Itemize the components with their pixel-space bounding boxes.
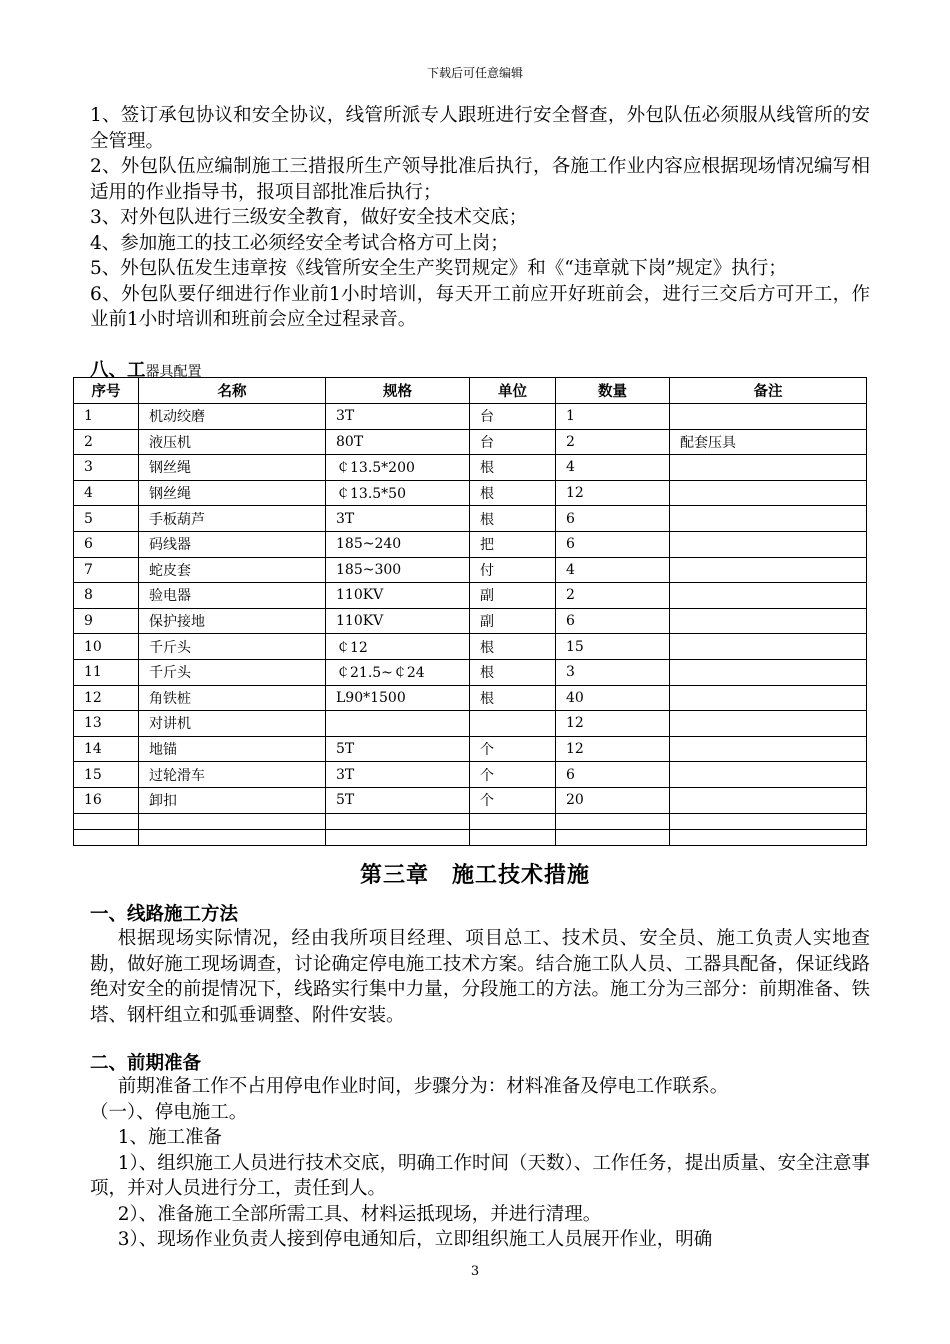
table-header-row <box>74 378 867 404</box>
table-cell: 根 <box>470 634 556 660</box>
table-row <box>74 531 867 557</box>
table-cell <box>670 685 867 711</box>
table-cell <box>670 608 867 634</box>
paragraph: 1）、组织施工人员进行技术交底，明确工作时间（天数）、工作任务，提出质量、安全注意事项，并对人员进行分工，责任到人。 <box>90 1152 870 1199</box>
table-cell <box>139 813 326 829</box>
tools-table <box>73 377 867 846</box>
section-2-title: 二、前期准备 <box>90 1053 202 1074</box>
header-cell: 序号 <box>74 378 139 404</box>
table-cell <box>670 404 867 430</box>
table-cell: 3 <box>74 455 139 481</box>
table-cell: 110KV <box>326 608 470 634</box>
table-cell: 12 <box>556 736 670 762</box>
section-2-body: 前期准备工作不占用停电作业时间，步骤分为：材料准备及停电工作联系。 <box>117 1076 729 1097</box>
table-cell <box>670 813 867 829</box>
table-cell <box>670 634 867 660</box>
table-cell: 蛇皮套 <box>139 557 326 583</box>
table-cell <box>470 829 556 845</box>
table-cell: 5 <box>74 506 139 532</box>
table-cell: 16 <box>74 787 139 813</box>
table-row <box>74 711 867 737</box>
table-row <box>74 634 867 660</box>
table-cell: 15 <box>556 634 670 660</box>
table-row <box>74 762 867 788</box>
table-cell: 千斤头 <box>139 634 326 660</box>
table-row <box>74 583 867 609</box>
table-cell: 3T <box>326 506 470 532</box>
table-cell: 验电器 <box>139 583 326 609</box>
table-cell: 过轮滑车 <box>139 762 326 788</box>
section-8-title: 八、工 <box>90 360 146 381</box>
table-cell: 根 <box>470 685 556 711</box>
table-cell <box>139 829 326 845</box>
intro-item: 2、外包队伍应编制施工三措报所生产领导批准后执行，各施工作业内容应根据现场情况编写相适用的作业指导书，报项目部批准后执行； <box>90 156 870 203</box>
table-cell <box>556 829 670 845</box>
table-cell: 20 <box>556 787 670 813</box>
table-cell: 4 <box>74 480 139 506</box>
table-row-blank <box>74 813 867 829</box>
header-cell: 单位 <box>470 378 556 404</box>
table-cell: ￠13.5*200 <box>326 455 470 481</box>
chapter-title: 第三章 施工技术措施 <box>359 862 590 888</box>
intro-item: 1、签订承包协议和安全协议，线管所派专人跟班进行安全督查，外包队伍必须服从线管所的安全管理。 <box>90 105 870 152</box>
table-cell: 卸扣 <box>139 787 326 813</box>
table-cell: 7 <box>74 557 139 583</box>
table-cell: 12 <box>556 711 670 737</box>
table-cell: 6 <box>556 762 670 788</box>
table-cell <box>470 711 556 737</box>
table-cell <box>326 829 470 845</box>
table-cell <box>670 531 867 557</box>
table-cell: 80T <box>326 429 470 455</box>
table-cell: 3T <box>326 404 470 430</box>
table-cell: 12 <box>556 480 670 506</box>
header-cell: 名称 <box>139 378 326 404</box>
table-cell: 千斤头 <box>139 659 326 685</box>
table-cell: 钢丝绳 <box>139 455 326 481</box>
table-cell: 副 <box>470 583 556 609</box>
page-header: 下载后可任意编辑 <box>426 66 523 80</box>
table-row <box>74 685 867 711</box>
table-cell: 角铁桩 <box>139 685 326 711</box>
table-cell: 个 <box>470 762 556 788</box>
intro-item: 4、参加施工的技工必须经安全考试合格方可上岗； <box>90 232 509 254</box>
table-cell: 1 <box>74 404 139 430</box>
table-cell: L90*1500 <box>326 685 470 711</box>
table-cell: 6 <box>556 531 670 557</box>
header-cell: 数量 <box>556 378 670 404</box>
table-cell: 40 <box>556 685 670 711</box>
table-cell: 185~300 <box>326 557 470 583</box>
table-cell: 5T <box>326 787 470 813</box>
table-row <box>74 429 867 455</box>
table-cell <box>556 813 670 829</box>
table-cell: 12 <box>74 685 139 711</box>
table-cell: 2 <box>556 429 670 455</box>
table-cell: 2 <box>556 583 670 609</box>
table-cell: 地锚 <box>139 736 326 762</box>
table-cell: 4 <box>556 455 670 481</box>
table-row <box>74 736 867 762</box>
section-8-subtitle: 器具配置 <box>145 364 202 380</box>
table-cell: 1 <box>556 404 670 430</box>
page-number: 3 <box>470 1264 480 1279</box>
table-cell: 4 <box>556 557 670 583</box>
table-cell: 9 <box>74 608 139 634</box>
table-cell: 个 <box>470 736 556 762</box>
table-cell <box>74 813 139 829</box>
table-cell: 110KV <box>326 583 470 609</box>
table-cell: 14 <box>74 736 139 762</box>
table-row <box>74 480 867 506</box>
table-cell: 台 <box>470 404 556 430</box>
section-1-title: 一、线路施工方法 <box>90 904 239 925</box>
table-cell: 3 <box>556 659 670 685</box>
intro-list <box>90 103 870 333</box>
intro-item: 5、外包队伍发生违章按《线管所安全生产奖罚规定》和《“违章就下岗”规定》执行； <box>90 258 787 279</box>
table-cell <box>470 813 556 829</box>
table-row-blank <box>74 829 867 845</box>
table-cell: 台 <box>470 429 556 455</box>
table-cell: 配套压具 <box>670 429 867 455</box>
table-cell: 付 <box>470 557 556 583</box>
table-row <box>74 608 867 634</box>
table-cell <box>670 455 867 481</box>
table-cell: 5T <box>326 736 470 762</box>
table-cell <box>670 583 867 609</box>
table-cell: 根 <box>470 455 556 481</box>
intro-item: 3、对外包队进行三级安全教育，做好安全技术交底； <box>90 207 528 228</box>
table-cell <box>670 659 867 685</box>
table-cell <box>670 787 867 813</box>
table-cell: 根 <box>470 506 556 532</box>
table-cell: 3T <box>326 762 470 788</box>
table-cell: ￠12 <box>326 634 470 660</box>
table-cell <box>326 711 470 737</box>
table-cell: 把 <box>470 531 556 557</box>
paragraph: 3）、现场作业负责人接到停电通知后，立即组织施工人员展开作业，明确 <box>117 1229 713 1250</box>
table-row <box>74 404 867 430</box>
table-cell: 码线器 <box>139 531 326 557</box>
table-cell <box>670 736 867 762</box>
subsection-item: 1、施工准备 <box>117 1127 223 1148</box>
table-cell: 保护接地 <box>139 608 326 634</box>
paragraph: 2）、准备施工全部所需工具、材料运抵现场，并进行清理。 <box>117 1203 602 1225</box>
table-cell: 10 <box>74 634 139 660</box>
table-cell: 6 <box>74 531 139 557</box>
table-cell <box>670 557 867 583</box>
table-cell: 液压机 <box>139 429 326 455</box>
table-cell: 6 <box>556 608 670 634</box>
table-row <box>74 659 867 685</box>
table-cell: 副 <box>470 608 556 634</box>
table-cell <box>74 829 139 845</box>
table-cell <box>670 711 867 737</box>
table-cell: 6 <box>556 506 670 532</box>
header-cell: 规格 <box>326 378 470 404</box>
table-row <box>74 787 867 813</box>
header-cell: 备注 <box>670 378 867 404</box>
table-cell: 钢丝绳 <box>139 480 326 506</box>
table-cell: ￠21.5~￠24 <box>326 659 470 685</box>
table-row <box>74 506 867 532</box>
intro-item: 6、外包队要仔细进行作业前1小时培训，每天开工前应开好班前会，进行三交后方可开工，作业前1小时培训和班前会应全过程录音。 <box>90 283 870 330</box>
table-cell: 根 <box>470 659 556 685</box>
table-cell: 机动绞磨 <box>139 404 326 430</box>
table-cell: 8 <box>74 583 139 609</box>
table-cell: 11 <box>74 659 139 685</box>
table-cell: 对讲机 <box>139 711 326 737</box>
table-row <box>74 455 867 481</box>
subsection-title: （一）、停电施工。 <box>90 1101 248 1123</box>
table-cell <box>670 480 867 506</box>
table-cell: 根 <box>470 480 556 506</box>
table-cell: 2 <box>74 429 139 455</box>
table-cell <box>326 813 470 829</box>
section-1-body: 根据现场实际情况，经由我所项目经理、项目总工、技术员、安全员、施工负责人实地查勘，做好施工现场调查，讨论确定停电施工技术方案。结合施工队人员、工器具配备，保证线路绝对安全的前提情况下，线路实行集中力量，分段施工的方法。施工分为三部分：前期准备、铁塔、钢杆组立和弧垂调整、附件安装。 <box>90 928 870 1026</box>
table-cell: 185~240 <box>326 531 470 557</box>
table-cell <box>670 762 867 788</box>
table-cell: 手板葫芦 <box>139 506 326 532</box>
table-row <box>74 557 867 583</box>
table-cell: 13 <box>74 711 139 737</box>
table-cell: ￠13.5*50 <box>326 480 470 506</box>
table-cell: 15 <box>74 762 139 788</box>
table-cell: 个 <box>470 787 556 813</box>
table-cell <box>670 506 867 532</box>
table-cell <box>670 829 867 845</box>
